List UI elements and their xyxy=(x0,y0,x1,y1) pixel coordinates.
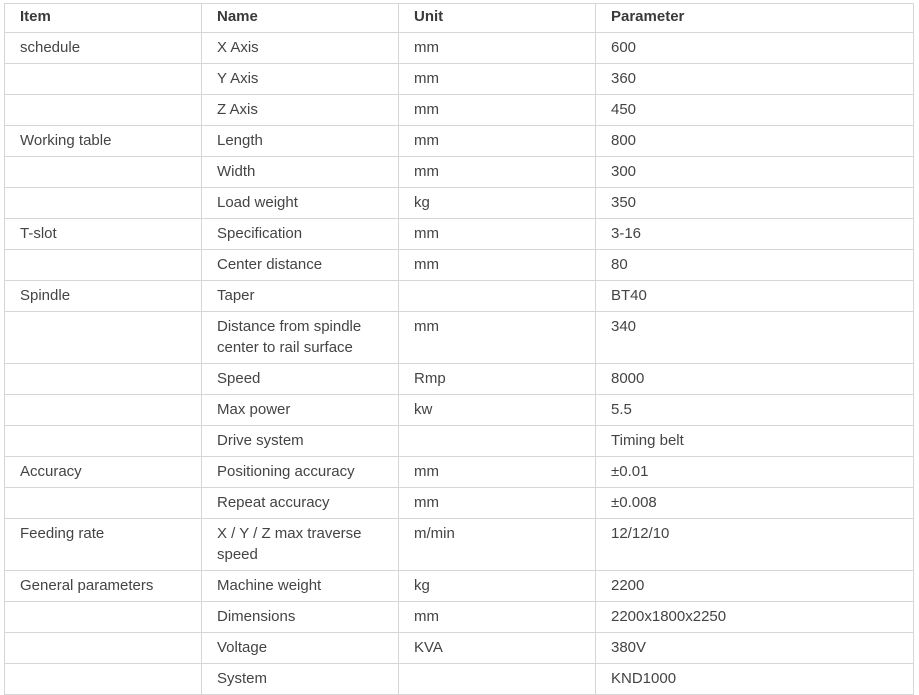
cell-parameter: 450 xyxy=(596,95,914,126)
cell-parameter: 8000 xyxy=(596,364,914,395)
cell-parameter: 2200x1800x2250 xyxy=(596,602,914,633)
cell-name: Max power xyxy=(202,395,399,426)
cell-unit xyxy=(399,426,596,457)
cell-unit: mm xyxy=(399,64,596,95)
cell-item xyxy=(5,488,202,519)
header-item: Item xyxy=(5,4,202,33)
cell-unit: Rmp xyxy=(399,364,596,395)
cell-item xyxy=(5,426,202,457)
cell-name: Positioning accuracy xyxy=(202,457,399,488)
cell-unit: mm xyxy=(399,157,596,188)
cell-item xyxy=(5,188,202,219)
table-row xyxy=(5,281,914,312)
cell-name: Length xyxy=(202,126,399,157)
cell-parameter: 360 xyxy=(596,64,914,95)
cell-item xyxy=(5,250,202,281)
cell-name: Voltage xyxy=(202,633,399,664)
cell-item: Feeding rate xyxy=(5,519,202,571)
cell-item: T-slot xyxy=(5,219,202,250)
cell-name: Machine weight xyxy=(202,571,399,602)
cell-item xyxy=(5,95,202,126)
cell-name: X / Y / Z max traverse speed xyxy=(202,519,399,571)
table-row xyxy=(5,488,914,519)
cell-unit: kg xyxy=(399,188,596,219)
spec-table xyxy=(4,3,914,695)
table-row xyxy=(5,312,914,364)
cell-item xyxy=(5,633,202,664)
cell-parameter: 5.5 xyxy=(596,395,914,426)
table-row xyxy=(5,519,914,571)
cell-parameter: 800 xyxy=(596,126,914,157)
cell-unit: mm xyxy=(399,95,596,126)
cell-parameter: ±0.01 xyxy=(596,457,914,488)
cell-unit: mm xyxy=(399,250,596,281)
table-row xyxy=(5,33,914,64)
cell-parameter: 2200 xyxy=(596,571,914,602)
cell-name: Speed xyxy=(202,364,399,395)
cell-parameter: KND1000 xyxy=(596,664,914,695)
cell-unit: mm xyxy=(399,126,596,157)
cell-unit: m/min xyxy=(399,519,596,571)
cell-unit xyxy=(399,664,596,695)
cell-parameter: 12/12/10 xyxy=(596,519,914,571)
table-row xyxy=(5,188,914,219)
table-row xyxy=(5,602,914,633)
cell-item: Working table xyxy=(5,126,202,157)
cell-parameter: 350 xyxy=(596,188,914,219)
cell-parameter: 600 xyxy=(596,33,914,64)
table-row xyxy=(5,250,914,281)
cell-unit xyxy=(399,281,596,312)
cell-unit: mm xyxy=(399,312,596,364)
header-unit: Unit xyxy=(399,4,596,33)
cell-parameter: 300 xyxy=(596,157,914,188)
table-row xyxy=(5,95,914,126)
cell-name: Center distance xyxy=(202,250,399,281)
cell-unit: mm xyxy=(399,33,596,64)
cell-parameter: 80 xyxy=(596,250,914,281)
cell-unit: mm xyxy=(399,602,596,633)
cell-item xyxy=(5,664,202,695)
table-row xyxy=(5,633,914,664)
table-body xyxy=(5,33,914,695)
cell-parameter: BT40 xyxy=(596,281,914,312)
cell-unit: kw xyxy=(399,395,596,426)
cell-item: General parameters xyxy=(5,571,202,602)
table-row xyxy=(5,457,914,488)
cell-item: Accuracy xyxy=(5,457,202,488)
cell-unit: mm xyxy=(399,219,596,250)
cell-item xyxy=(5,312,202,364)
cell-parameter: ±0.008 xyxy=(596,488,914,519)
cell-unit: kg xyxy=(399,571,596,602)
cell-unit: mm xyxy=(399,488,596,519)
cell-name: Dimensions xyxy=(202,602,399,633)
cell-name: Taper xyxy=(202,281,399,312)
cell-item xyxy=(5,157,202,188)
table-row xyxy=(5,219,914,250)
table-row xyxy=(5,664,914,695)
cell-name: Load weight xyxy=(202,188,399,219)
header-name: Name xyxy=(202,4,399,33)
cell-name: X Axis xyxy=(202,33,399,64)
cell-name: Y Axis xyxy=(202,64,399,95)
cell-item: schedule xyxy=(5,33,202,64)
cell-parameter: 380V xyxy=(596,633,914,664)
cell-parameter: Timing belt xyxy=(596,426,914,457)
cell-item xyxy=(5,602,202,633)
cell-name: System xyxy=(202,664,399,695)
cell-unit: KVA xyxy=(399,633,596,664)
table-header-row xyxy=(5,4,914,33)
header-parameter: Parameter xyxy=(596,4,914,33)
table-row xyxy=(5,364,914,395)
cell-name: Width xyxy=(202,157,399,188)
table-row xyxy=(5,395,914,426)
cell-parameter: 340 xyxy=(596,312,914,364)
table-row xyxy=(5,426,914,457)
cell-name: Drive system xyxy=(202,426,399,457)
table-row xyxy=(5,126,914,157)
cell-unit: mm xyxy=(399,457,596,488)
cell-name: Z Axis xyxy=(202,95,399,126)
cell-parameter: 3-16 xyxy=(596,219,914,250)
table-row xyxy=(5,157,914,188)
cell-item xyxy=(5,395,202,426)
cell-item xyxy=(5,64,202,95)
cell-item: Spindle xyxy=(5,281,202,312)
table-row xyxy=(5,64,914,95)
cell-name: Distance from spindle center to rail surface xyxy=(202,312,399,364)
cell-name: Repeat accuracy xyxy=(202,488,399,519)
cell-item xyxy=(5,364,202,395)
table-row xyxy=(5,571,914,602)
cell-name: Specification xyxy=(202,219,399,250)
